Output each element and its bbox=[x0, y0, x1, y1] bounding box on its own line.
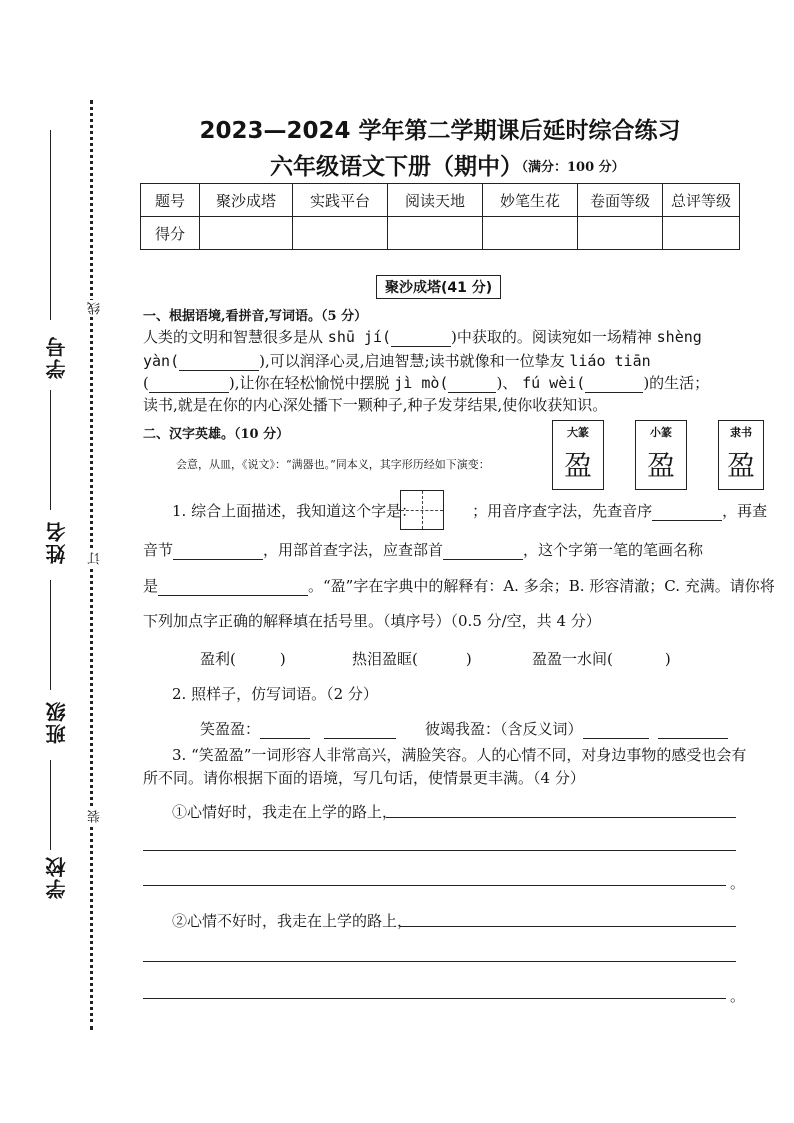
score-table bbox=[140, 183, 740, 250]
q2-s3 bbox=[143, 575, 775, 596]
score-row-label: 得分 bbox=[141, 217, 200, 250]
student-no-line bbox=[50, 130, 51, 320]
answer-blank[interactable] bbox=[179, 356, 259, 371]
char-card-lishu bbox=[718, 420, 764, 490]
class-label: 班级 bbox=[45, 700, 69, 744]
answer-blank[interactable] bbox=[585, 378, 643, 393]
q2-text: 是 bbox=[143, 577, 159, 595]
card-caption: 隶书 bbox=[730, 426, 752, 439]
score-table-header: 实践平台 bbox=[293, 184, 388, 217]
period-mark: 。 bbox=[730, 874, 746, 892]
pinyin-jimo: jì mò( bbox=[394, 374, 449, 392]
score-cell[interactable] bbox=[578, 217, 663, 250]
page-title: 2023—2024 学年第二学期课后延时综合练习 bbox=[199, 118, 681, 144]
q2-s4: 下列加点字正确的解释填在括号里。（填序号）（0.5 分/空，共 4 分） bbox=[143, 612, 601, 630]
binding-mark-xian: 线 bbox=[88, 302, 103, 315]
score-table-header: 总评等级 bbox=[663, 184, 740, 217]
answer-blank[interactable] bbox=[260, 724, 310, 739]
score-table-header-row bbox=[141, 184, 740, 217]
answer-blank[interactable] bbox=[658, 724, 728, 739]
writing-line[interactable] bbox=[143, 850, 736, 851]
q1-text: ( bbox=[143, 374, 149, 392]
score-cell[interactable] bbox=[293, 217, 388, 250]
score-cell[interactable] bbox=[663, 217, 740, 250]
card-glyph: 盈 bbox=[726, 449, 755, 482]
q1-line3 bbox=[143, 372, 709, 393]
name-line bbox=[50, 390, 51, 510]
binding-mark-ding: 订 bbox=[88, 552, 103, 565]
q1-line2 bbox=[143, 350, 651, 371]
answer-blank[interactable] bbox=[583, 724, 649, 739]
tianzige-box[interactable] bbox=[400, 490, 444, 530]
q2-text: 1. 综合上面描述，我知道这个字是： bbox=[172, 502, 417, 520]
word-text: 盈利( bbox=[200, 650, 236, 668]
example-label: 彼竭我盈：（含反义词） bbox=[425, 720, 583, 738]
score-cell[interactable] bbox=[483, 217, 578, 250]
pinyin-liaotian: liáo tiān bbox=[569, 352, 651, 370]
q1-text: )的生活； bbox=[643, 374, 710, 392]
writing-line[interactable] bbox=[143, 885, 726, 886]
q2-sub3-line1: 3. “笑盈盈”一词形容人非常高兴，满脸笑容。人的心情不同，对身边事物的感受也会有 bbox=[172, 746, 747, 764]
pinyin-shuji: shū jí( bbox=[327, 328, 392, 346]
writing-line[interactable] bbox=[386, 817, 736, 818]
score-table-header: 题号 bbox=[141, 184, 200, 217]
word-text: 盈盈一水间( bbox=[532, 650, 613, 668]
score-table-header: 卷面等级 bbox=[578, 184, 663, 217]
card-caption: 大篆 bbox=[567, 426, 589, 439]
q2-text: 音节 bbox=[143, 541, 174, 559]
score-cell[interactable] bbox=[200, 217, 293, 250]
student-no-label: 学号 bbox=[45, 335, 69, 379]
class-line bbox=[50, 580, 51, 690]
score-cell[interactable] bbox=[388, 217, 483, 250]
score-table-header: 妙笔生花 bbox=[483, 184, 578, 217]
pinyin-fuwei: fú wèi( bbox=[522, 374, 586, 392]
q2-s1 bbox=[172, 500, 767, 521]
q2-heading: 二、汉字英雄。（10 分） bbox=[143, 427, 290, 442]
q1-text: 人类的文明和智慧很多是从 bbox=[143, 328, 324, 346]
q2-sub3-line2: 所不同。请你根据下面的语境，写几句话，使情景更丰满。（4 分） bbox=[143, 769, 585, 787]
section-title: 聚沙成塔(41 分) bbox=[376, 275, 501, 299]
char-card-xiaozhuan bbox=[635, 420, 687, 490]
q2-text: ，用部首查字法，应查部首 bbox=[263, 541, 444, 559]
q2-intro: 会意，从皿，《说文》：“满器也。”同本义，其字形历经如下演变： bbox=[176, 458, 490, 471]
card-glyph: 盈 bbox=[563, 449, 592, 482]
word-text: ) bbox=[465, 650, 472, 668]
q1-text: ),让你在轻松愉悦中摆脱 bbox=[228, 374, 390, 392]
example-bijiewoying bbox=[425, 718, 728, 739]
word-text: ) bbox=[664, 650, 671, 668]
q2-s2 bbox=[143, 539, 703, 560]
word-reilei bbox=[352, 648, 472, 669]
writing-line[interactable] bbox=[143, 961, 736, 962]
q1-line4: 读书,就是在你的内心深处播下一颗种子,种子发芽结果,使你收获知识。 bbox=[143, 396, 608, 414]
q1-text: ),可以润泽心灵,启迪智慧;读书就像和一位挚友 bbox=[259, 352, 565, 370]
q1-line1 bbox=[143, 326, 702, 347]
period-mark: 。 bbox=[730, 987, 746, 1005]
tian-grid-v bbox=[422, 491, 423, 529]
q1-text: )中获取的。阅读宛如一场精神 bbox=[451, 328, 652, 346]
word-text: ) bbox=[279, 650, 286, 668]
q2-sub2: 2. 照样子，仿写词语。（2 分） bbox=[172, 685, 378, 703]
card-glyph: 盈 bbox=[646, 449, 675, 482]
prompt-bad-mood: ②心情不好时，我走在上学的路上， bbox=[172, 912, 413, 930]
answer-blank[interactable] bbox=[391, 332, 451, 347]
word-text: 热泪盈眶( bbox=[352, 650, 418, 668]
prompt-good-mood: ①心情好时，我走在上学的路上， bbox=[172, 803, 398, 821]
word-yingying bbox=[532, 648, 671, 669]
answer-blank[interactable] bbox=[149, 378, 229, 393]
answer-blank[interactable] bbox=[173, 545, 263, 560]
card-caption: 小篆 bbox=[650, 426, 672, 439]
answer-blank[interactable] bbox=[324, 724, 396, 739]
q2-text: 。“盈”字在字典中的解释有：A. 多余；B. 形容清澈；C. 充满。请你将 bbox=[308, 577, 775, 595]
writing-line[interactable] bbox=[143, 998, 726, 999]
name-label: 姓名 bbox=[45, 520, 69, 564]
answer-blank[interactable] bbox=[443, 545, 523, 560]
word-yingli bbox=[200, 648, 286, 669]
answer-blank[interactable] bbox=[448, 378, 496, 393]
full-score: （满分：100 分） bbox=[515, 160, 625, 175]
q2-text: ，这个字第一笔的笔画名称 bbox=[523, 541, 704, 559]
pinyin-yan: yàn( bbox=[143, 352, 180, 370]
example-label: 笑盈盈： bbox=[200, 720, 261, 738]
pinyin-sheng: shèng bbox=[656, 328, 702, 346]
page-subtitle: 六年级语文下册（期中） bbox=[270, 154, 523, 180]
char-card-dazhuan bbox=[552, 420, 604, 490]
writing-line[interactable] bbox=[400, 926, 736, 927]
example-xiaoyingying bbox=[200, 718, 396, 739]
binding-mark-zhuang: 装 bbox=[88, 810, 103, 823]
q1-heading: 一、根据语境,看拼音,写词语。（5 分） bbox=[143, 309, 368, 324]
score-table-row bbox=[141, 217, 740, 250]
q2-text: ；用音序查字法，先查音序 bbox=[472, 502, 653, 520]
q2-text: ，再查 bbox=[722, 502, 768, 520]
school-line bbox=[50, 760, 51, 850]
answer-blank[interactable] bbox=[158, 581, 308, 596]
answer-blank[interactable] bbox=[652, 506, 722, 521]
q1-text: )、 bbox=[496, 374, 518, 392]
score-table-header: 阅读天地 bbox=[388, 184, 483, 217]
score-table-header: 聚沙成塔 bbox=[200, 184, 293, 217]
school-label: 学校 bbox=[45, 855, 69, 899]
